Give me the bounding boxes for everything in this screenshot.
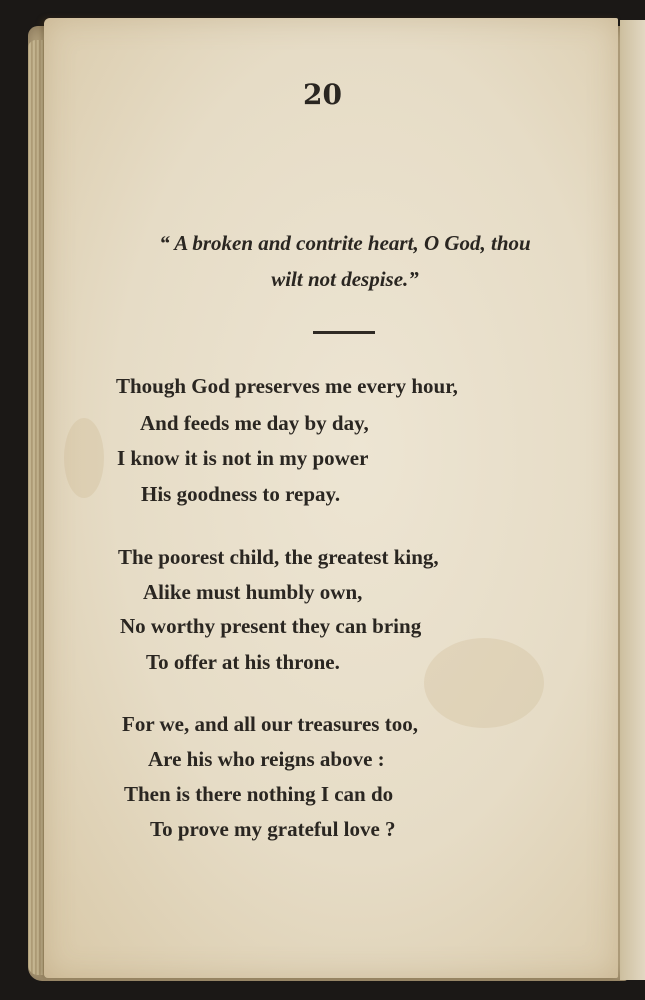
page-number: 20 (303, 78, 342, 111)
facing-page-edge (620, 20, 645, 980)
paper-stain (64, 418, 104, 498)
verse-line: I know it is not in my power (117, 446, 369, 470)
epigraph-line-1: “ A broken and contrite heart, O God, thou (159, 231, 531, 255)
verse-line: And feeds me day by day, (140, 411, 369, 435)
divider-rule (313, 331, 375, 334)
verse-line: Are his who reigns above : (148, 747, 385, 771)
verse-line: Alike must humbly own, (143, 580, 363, 604)
verse-line: His goodness to repay. (141, 482, 341, 506)
paper-stain (424, 638, 544, 728)
verse-line: For we, and all our treasures too, (122, 712, 418, 736)
verse-line: To offer at his throne. (146, 650, 340, 674)
epigraph-line-2: wilt not despise.” (271, 267, 419, 291)
verse-line: Then is there nothing I can do (124, 782, 394, 806)
verse-line: No worthy present they can bring (120, 614, 422, 638)
verse-line: The poorest child, the greatest king, (118, 545, 439, 569)
verse-line: Though God preserves me every hour, (116, 374, 458, 398)
verse-line: To prove my grateful love ? (150, 817, 396, 841)
